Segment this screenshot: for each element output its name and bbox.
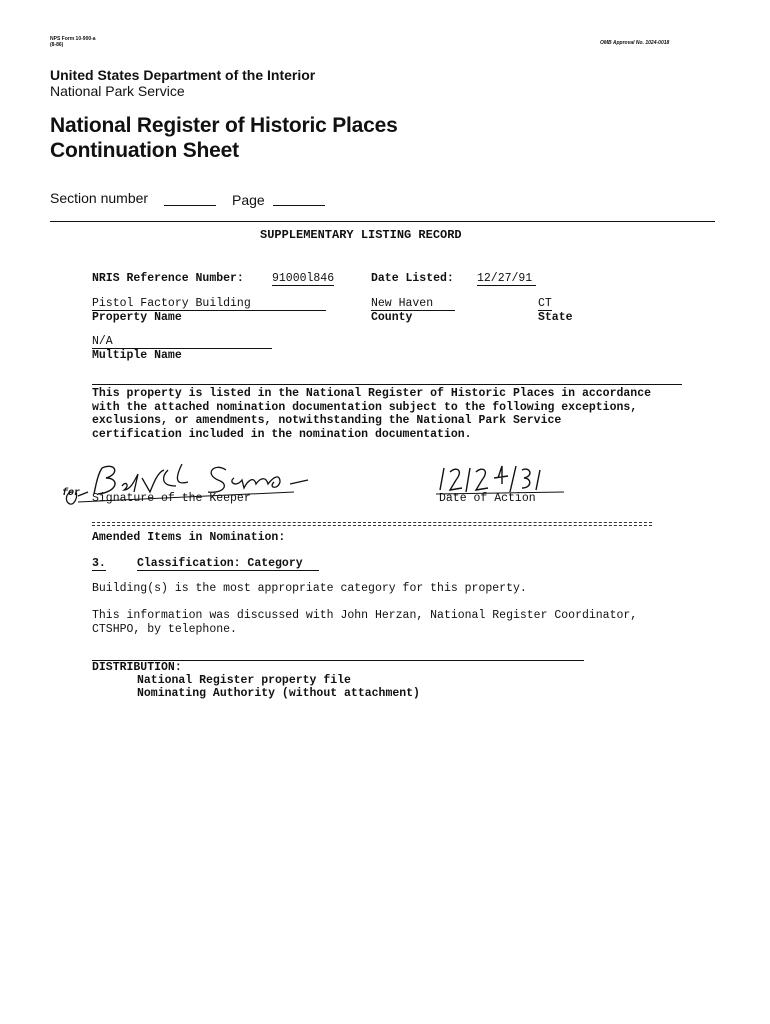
listing-statement — [92, 387, 682, 441]
amended-heading: Amended Items in Nomination: — [92, 531, 286, 544]
state-value: CT — [538, 297, 552, 310]
action-date-label: Date of Action — [439, 492, 536, 505]
agency-name: National Park Service — [50, 83, 185, 99]
state-label: State — [538, 311, 573, 324]
distribution-list — [137, 674, 420, 700]
statement-line: This property is listed in the National Register of Historic Places in accordance — [92, 387, 651, 400]
list-item: National Register property file — [137, 674, 351, 687]
handwritten-action-date — [436, 462, 568, 496]
page-label: Page — [232, 192, 265, 208]
property-name-value: Pistol Factory Building — [92, 297, 326, 311]
date-listed-label: Date Listed: — [371, 272, 454, 285]
signature-label: Signature of the Keeper — [92, 492, 251, 505]
discussion-line: This information was discussed with John Herzan, National Register Coordinator, — [92, 609, 638, 622]
date-listed-value: 12/27/91 — [477, 272, 536, 286]
list-item: Nominating Authority (without attachment) — [137, 687, 420, 700]
form-date: (8-86) — [50, 42, 64, 48]
statement-line: exclusions, or amendments, notwithstanding the National Park Service — [92, 414, 562, 427]
page-subtitle: Continuation Sheet — [50, 139, 239, 162]
signature-prefix: for — [62, 488, 81, 499]
section-number-blank — [164, 205, 216, 206]
nris-label: NRIS Reference Number: — [92, 272, 244, 285]
discussion-line: CTSHPO, by telephone. — [92, 623, 237, 636]
item-text: Building(s) is the most appropriate category for this property. — [92, 582, 527, 595]
department-name: United States Department of the Interior — [50, 67, 316, 83]
discussion-note — [92, 609, 637, 637]
multiple-name-label: Multiple Name — [92, 349, 182, 362]
statement-line: with the attached nomination documentation subject to the following exceptions, — [92, 400, 638, 414]
record-heading: SUPPLEMENTARY LISTING RECORD — [260, 228, 462, 242]
double-rule-top — [92, 522, 652, 523]
page-title: National Register of Historic Places — [50, 114, 398, 137]
distribution-label: DISTRIBUTION: — [92, 661, 182, 674]
county-value: New Haven — [371, 297, 455, 311]
statement-rule — [92, 384, 682, 385]
form-id: NPS Form 10-900-a — [50, 36, 96, 42]
double-rule-bottom — [92, 525, 652, 526]
multiple-name-value: N/A — [92, 335, 272, 349]
county-label: County — [371, 311, 413, 324]
nris-value: 91000l846 — [272, 272, 335, 285]
property-name-label: Property Name — [92, 311, 182, 324]
omb-approval: OMB Approval No. 1024-0018 — [600, 40, 670, 46]
header-divider — [50, 221, 715, 222]
section-number-label: Section number — [50, 190, 149, 206]
item-title: Classification: Category — [137, 557, 319, 571]
statement-line: certification included in the nomination documentation. — [92, 427, 472, 441]
item-number: 3. — [92, 557, 106, 570]
page-blank — [273, 205, 325, 206]
